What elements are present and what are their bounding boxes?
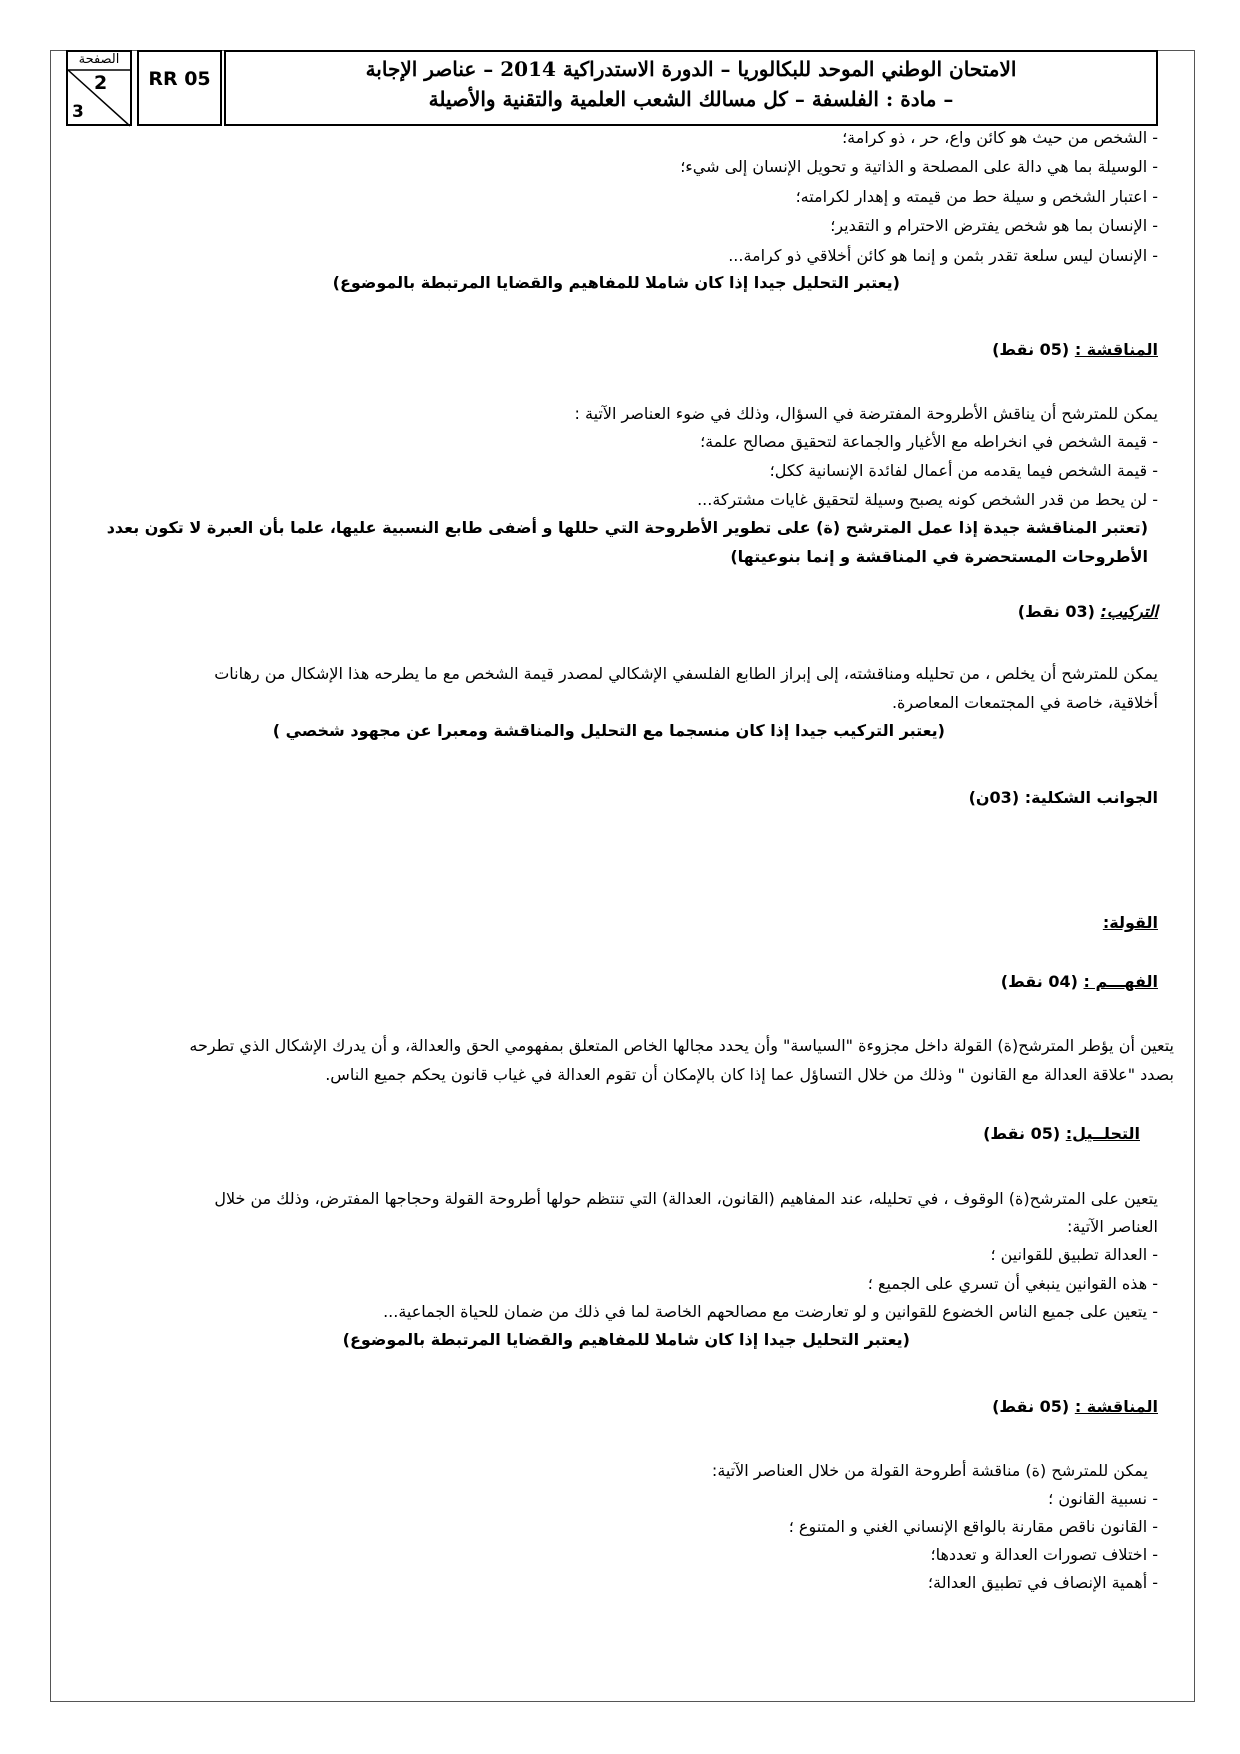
page-total: 3 xyxy=(72,102,84,122)
discussion-note-line2: الأطروحات المستحضرة في المناقشة و إنما بنوعيتها) xyxy=(730,547,1148,566)
discussion-item-2: - قيمة الشخص فيما يقدمه من أعمال لفائدة الإنسانية ككل؛ xyxy=(769,461,1158,480)
discussion-heading-2 xyxy=(992,1397,1158,1416)
understanding-title: الفهـــم : xyxy=(1083,972,1158,991)
analysis-points: (05 نقط) xyxy=(983,1124,1061,1143)
analysis-item-1: - الشخص من حيث هو كائن واع، حر ، ذو كرامة؛ xyxy=(842,128,1158,147)
page-frame xyxy=(50,50,1195,1702)
synthesis-line1: يمكن للمترشح أن يخلص ، من تحليله ومناقشته، إلى إبراز الطابع الفلسفي الإشكالي لمصدر قيمة الشخص مع ما يطرحه هذا الإشكال من رهانات xyxy=(214,664,1158,683)
analysis-title: التحلــيل: xyxy=(1065,1124,1140,1143)
analysis-item-3: - اعتبار الشخص و سيلة حط من قيمته و إهدار لكرامته؛ xyxy=(795,187,1158,206)
discussion-title-1: المناقشة : xyxy=(1074,340,1158,359)
discussion2-item-4: - أهمية الإنصاف في تطبيق العدالة؛ xyxy=(927,1573,1158,1592)
analysis-point-3: - يتعين على جميع الناس الخضوع للقوانين و لو تعارضت مع مصالحهم الخاصة لما في ذلك من ضمان للحياة الجماعية... xyxy=(383,1302,1158,1321)
exam-title-line2: – مادة : الفلسفة – كل مسالك الشعب العلمية والتقنية والأصيلة xyxy=(428,87,954,111)
discussion-heading-1 xyxy=(992,340,1158,359)
analysis-note: (يعتبر التحليل جيدا إذا كان شاملا للمفاهيم والقضايا المرتبطة بالموضوع) xyxy=(332,273,900,292)
exam-title-box xyxy=(224,50,1158,126)
analysis-item-4: - الإنسان بما هو شخص يفترض الاحترام و التقدير؛ xyxy=(830,216,1158,235)
discussion2-item-3: - اختلاف تصورات العدالة و تعددها؛ xyxy=(930,1545,1158,1564)
synthesis-line2: أخلاقية، خاصة في المجتمعات المعاصرة. xyxy=(891,693,1158,712)
discussion-note-line1: (تعتبر المناقشة جيدة إذا عمل المترشح (ة) على تطوير الأطروحة التي حللها و أضفى طابع النسبية عليها، علما بأن العبرة لا تكون بعدد xyxy=(106,518,1148,537)
discussion2-item-1: - نسبية القانون ؛ xyxy=(1048,1489,1158,1508)
exam-title-line1: الامتحان الوطني الموحد للبكالوريا – الدورة الاستدراكية 2014 – عناصر الإجابة xyxy=(365,57,1017,81)
analysis-intro-line1: يتعين على المترشح(ة) الوقوف ، في تحليله، عند المفاهيم (القانون، العدالة) التي تنتظم حولها أطروحة القولة وحجاجها المفترض، وذلك من خلال xyxy=(214,1189,1158,1208)
page-number-box xyxy=(66,50,132,126)
page-label: الصفحة xyxy=(78,52,120,67)
discussion-intro-1: يمكن للمترشح أن يناقش الأطروحة المفترضة في السؤال، وذلك في ضوء العناصر الآتية : xyxy=(574,404,1158,423)
analysis-item-2: - الوسيلة بما هي دالة على المصلحة و الذاتية و تحويل الإنسان إلى شيء؛ xyxy=(680,157,1158,176)
quote-heading: القولة: xyxy=(1102,913,1158,932)
formal-aspects: الجوانب الشكلية: (03ن) xyxy=(968,788,1158,807)
analysis-intro-line2: العناصر الآتية: xyxy=(1066,1217,1158,1236)
discussion-points-2: (05 نقط) xyxy=(992,1397,1070,1416)
analysis-heading xyxy=(983,1124,1140,1143)
analysis-note-2: (يعتبر التحليل جيدا إذا كان شاملا للمفاهيم والقضايا المرتبطة بالموضوع) xyxy=(342,1330,910,1349)
synthesis-title: التركيب: xyxy=(1100,602,1158,621)
synthesis-note: (يعتبر التركيب جيدا إذا كان منسجما مع التحليل والمناقشة ومعبرا عن مجهود شخصي ) xyxy=(272,721,945,740)
understanding-line1: يتعين أن يؤطر المترشح(ة) القولة داخل مجزوءة "السياسة" وأن يحدد مجالها الخاص المتعلق بمفهومي الحق والعدالة، و أن يدرك الإشكال الذي تطرحه xyxy=(189,1036,1174,1055)
discussion2-item-2: - القانون ناقص مقارنة بالواقع الإنساني الغني و المتنوع ؛ xyxy=(788,1517,1158,1536)
discussion-points-1: (05 نقط) xyxy=(992,340,1070,359)
analysis-item-5: - الإنسان ليس سلعة تقدر بثمن و إنما هو كائن أخلاقي ذو كرامة... xyxy=(728,246,1158,265)
discussion-title-2: المناقشة : xyxy=(1074,1397,1158,1416)
synthesis-heading xyxy=(1018,602,1158,621)
discussion2-intro: يمكن للمترشح (ة) مناقشة أطروحة القولة من خلال العناصر الآتية: xyxy=(711,1461,1148,1480)
synthesis-points: (03 نقط) xyxy=(1017,602,1095,621)
discussion-item-3: - لن يحط من قدر الشخص كونه يصبح وسيلة لتحقيق غايات مشتركة... xyxy=(697,490,1158,509)
discussion-item-1: - قيمة الشخص في انخراطه مع الأغيار والجماعة لتحقيق مصالح علمة؛ xyxy=(700,432,1158,451)
understanding-points: (04 نقط) xyxy=(1000,972,1078,991)
exam-code: RR 05 xyxy=(137,50,222,126)
analysis-point-1: - العدالة تطبيق للقوانين ؛ xyxy=(990,1245,1158,1264)
analysis-point-2: - هذه القوانين ينبغي أن تسري على الجميع ؛ xyxy=(867,1274,1158,1293)
page-current: 2 xyxy=(94,72,108,94)
understanding-heading xyxy=(1001,972,1158,991)
understanding-line2: بصدد "علاقة العدالة مع القانون " وذلك من خلال التساؤل عما إذا كان بالإمكان أن تقوم العدالة في غياب قانون يحكم جميع الناس. xyxy=(325,1065,1174,1084)
